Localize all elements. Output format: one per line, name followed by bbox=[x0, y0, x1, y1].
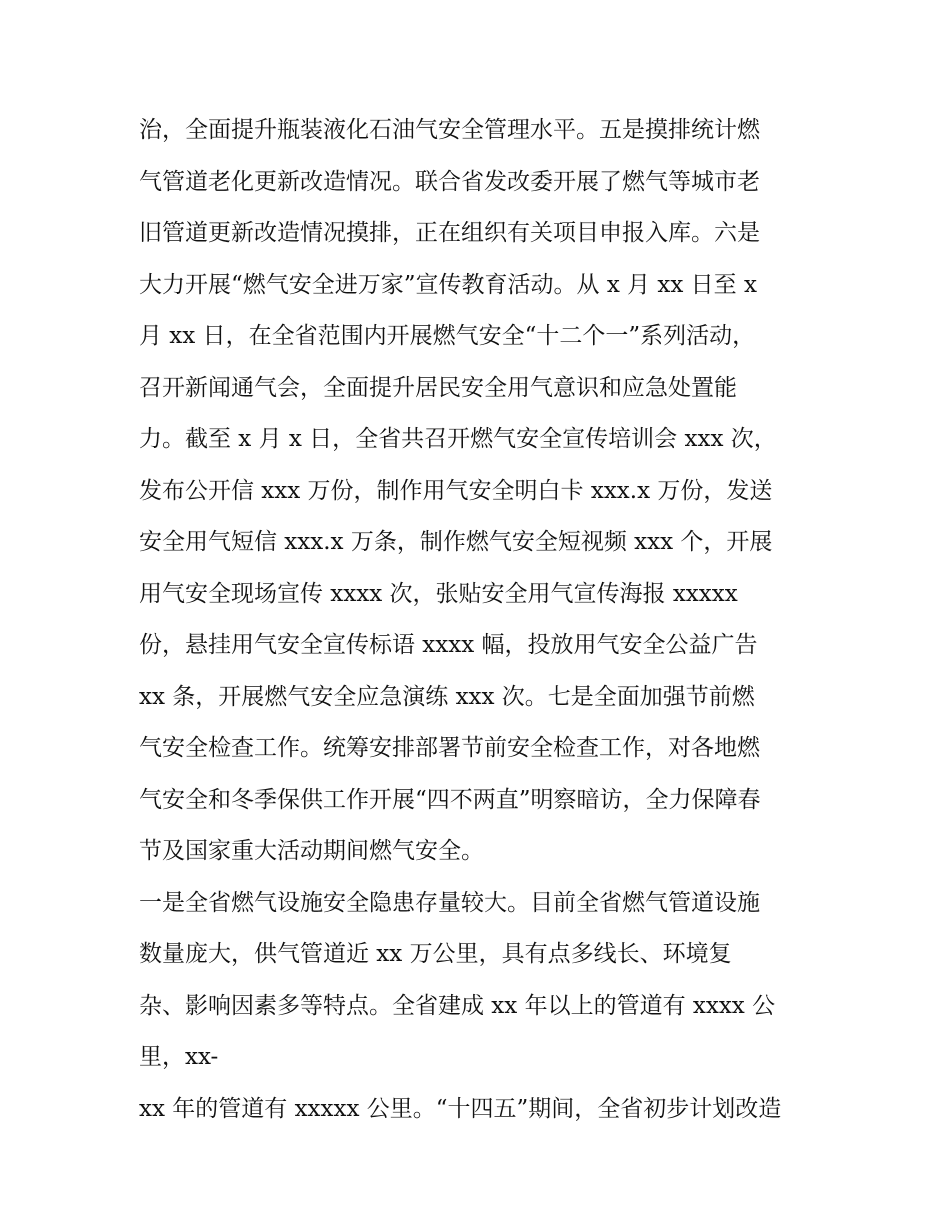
text-line: 召开新闻通气会，全面提升居民安全用气意识和应急处置能 bbox=[139, 374, 737, 401]
text-line: 安全用气短信 xxx.x 万条，制作燃气安全短视频 xxx 个，开展 bbox=[139, 529, 773, 555]
body-text bbox=[139, 105, 829, 1135]
text-line: 力。截至 x 月 x 日，全省共召开燃气安全宣传培训会 xxx 次， bbox=[139, 426, 777, 452]
text-line: 治，全面提升瓶装液化石油气安全管理水平。五是摸排统计燃 bbox=[139, 117, 760, 143]
text-line: 里，xx- bbox=[139, 1044, 219, 1070]
text-line: 旧管道更新改造情况摸排，正在组织有关项目申报入库。六是 bbox=[139, 220, 760, 246]
text-line: 数量庞大，供气管道近 xx 万公里，具有点多线长、环境复 bbox=[139, 941, 732, 967]
text-line: 气安全和冬季保供工作开展“四不两直”明察暗访，全力保障春 bbox=[139, 786, 761, 813]
text-line: xx 条，开展燃气安全应急演练 xxx 次。七是全面加强节前燃 bbox=[139, 683, 755, 710]
text-line: 月 xx 日，在全省范围内开展燃气安全“十二个一”系列活动， bbox=[139, 323, 756, 349]
text-line: 发布公开信 xxx 万份，制作用气安全明白卡 xxx.x 万份，发送 bbox=[139, 477, 773, 504]
text-line: 用气安全现场宣传 xxxx 次，张贴安全用气宣传海报 xxxxx bbox=[139, 580, 738, 607]
text-line: 杂、影响因素多等特点。全省建成 xx 年以上的管道有 xxxx 公 bbox=[139, 992, 776, 1019]
text-line: 份，悬挂用气安全宣传标语 xxxx 幅，投放用气安全公益广告 bbox=[139, 632, 758, 658]
text-line: xx 年的管道有 xxxxx 公里。“十四五”期间，全省初步计划改造 bbox=[139, 1095, 782, 1122]
text-line: 一是全省燃气设施安全隐患存量较大。目前全省燃气管道设施 bbox=[139, 889, 760, 916]
text-line: 气管道老化更新改造情况。联合省发改委开展了燃气等城市老 bbox=[139, 168, 760, 195]
text-line: 大力开展“燃气安全进万家”宣传教育活动。从 x 月 xx 日至 x bbox=[139, 271, 757, 298]
text-line: 节及国家重大活动期间燃气安全。 bbox=[139, 838, 484, 864]
text-line: 气安全检查工作。统筹安排部署节前安全检查工作，对各地燃 bbox=[139, 735, 760, 761]
